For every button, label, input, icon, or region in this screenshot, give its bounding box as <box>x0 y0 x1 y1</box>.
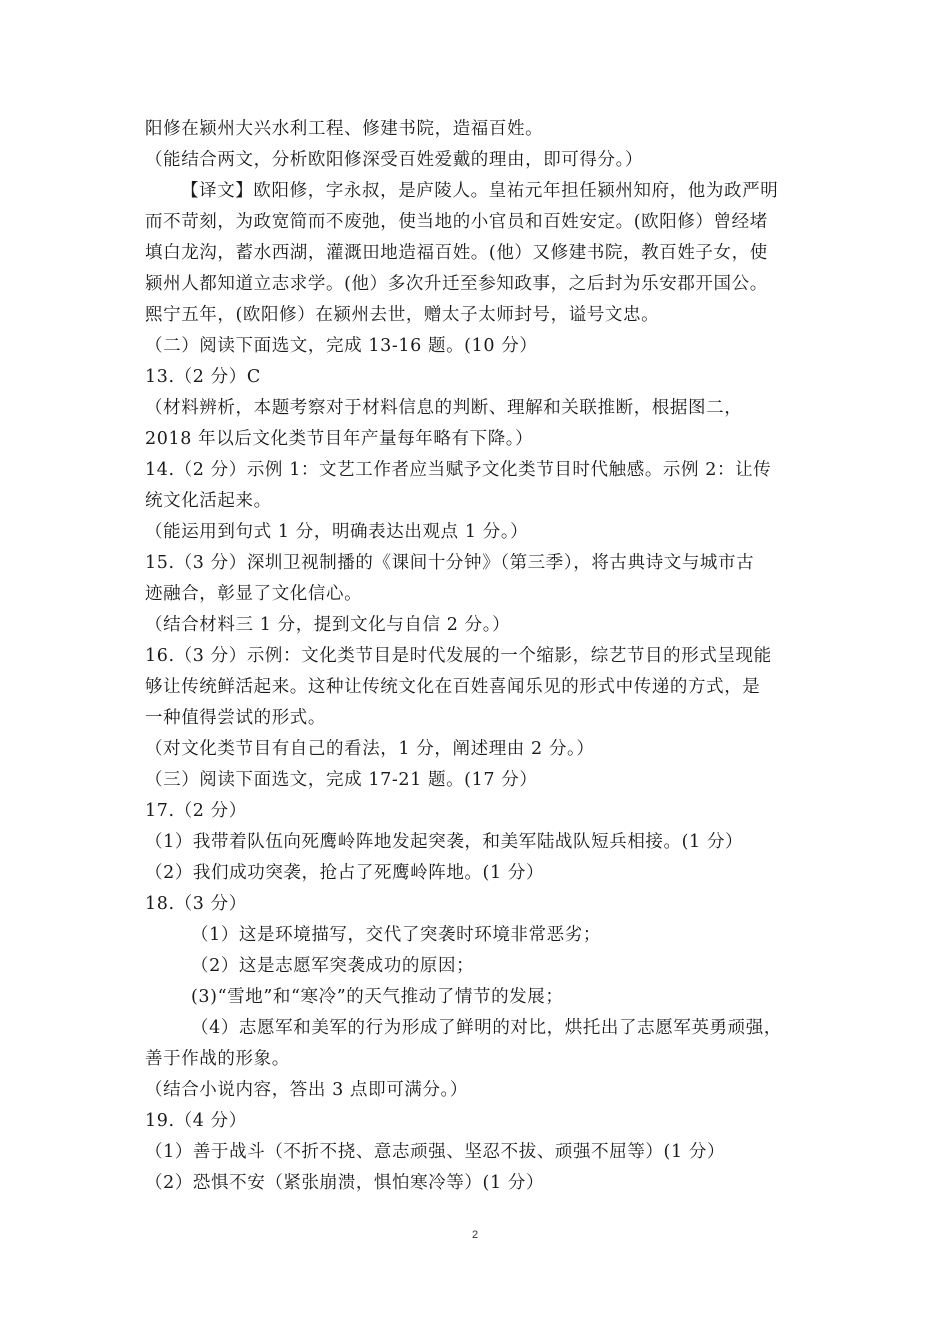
question-answer: 16.（3 分）示例：文化类节目是时代发展的一个缩影，综艺节目的形式呈现能 <box>145 646 772 666</box>
text-line: （2）我们成功突袭，抢占了死鹰岭阵地。(1 分） <box>145 863 545 883</box>
text-line: 阳修在颍州大兴水利工程、修建书院，造福百姓。 <box>145 119 544 139</box>
text-line: 填白龙沟，蓄水西湖，灌溉田地造福百姓。(他）又修建书院，教百姓子女，使 <box>145 243 768 263</box>
text-line: 一种值得尝试的形式。 <box>145 708 326 728</box>
text-line: （能结合两文，分析欧阳修深受百姓爱戴的理由，即可得分。） <box>145 150 644 170</box>
question-answer: 18.（3 分） <box>145 894 247 914</box>
text-line: （结合小说内容，答出 3 点即可满分。） <box>145 1080 469 1100</box>
text-line: （2）恐惧不安（紧张崩溃，惧怕寒冷等）(1 分） <box>145 1173 545 1193</box>
page-number: 2 <box>471 1229 479 1241</box>
text-line: 2018 年以后文化类节目年产量每年略有下降。） <box>145 429 534 449</box>
text-line: 善于作战的形象。 <box>145 1049 290 1069</box>
answer-text-body <box>145 114 810 1199</box>
text-line: （1）我带着队伍向死鹰岭阵地发起突袭，和美军陆战队短兵相接。(1 分） <box>145 832 744 852</box>
text-line: （材料辨析，本题考察对于材料信息的判断、理解和关联推断，根据图二， <box>145 398 743 418</box>
text-line: （4）志愿军和美军的行为形成了鲜明的对比，烘托出了志愿军英勇顽强， <box>191 1018 782 1038</box>
section-heading: （三）阅读下面选文，完成 17-21 题。(17 分） <box>145 770 538 790</box>
question-answer: 17.（2 分） <box>145 801 247 821</box>
text-line: （结合材料三 1 分，提到文化与自信 2 分。） <box>145 615 511 635</box>
section-heading: （二）阅读下面选文，完成 13-16 题。(10 分） <box>145 336 538 356</box>
question-answer: 15.（3 分）深圳卫视制播的《课间十分钟》（第三季），将古典诗文与城市古 <box>145 553 755 573</box>
question-answer: 13.（2 分）C <box>145 367 261 387</box>
text-line: 迹融合，彰显了文化信心。 <box>145 584 363 604</box>
text-line: （1）善于战斗（不折不挠、意志顽强、坚忍不拔、顽强不屈等）(1 分） <box>145 1142 726 1162</box>
text-line: 而不苛刻，为政宽简而不废弛，使当地的小官员和百姓安定。(欧阳修）曾经堵 <box>145 212 768 232</box>
text-line: (3)“雪地”和“寒冷”的天气推动了情节的发展； <box>191 987 564 1007</box>
question-answer: 19.（4 分） <box>145 1111 247 1131</box>
text-line: （1）这是环境描写，交代了突袭时环境非常恶劣； <box>191 925 601 945</box>
text-line: 够让传统鲜活起来。这种让传统文化在百姓喜闻乐见的形式中传递的方式，是 <box>145 677 761 697</box>
text-line: 熙宁五年，(欧阳修）在颍州去世，赠太子太师封号，谥号文忠。 <box>145 305 660 325</box>
translation-heading-line: 【译文】欧阳修，字永叔，是庐陵人。皇祐元年担任颍州知府，他为政严明 <box>181 181 779 201</box>
text-line: （2）这是志愿军突袭成功的原因； <box>191 956 475 976</box>
text-line: （能运用到句式 1 分，明确表达出观点 1 分。） <box>145 522 529 542</box>
question-answer: 14.（2 分）示例 1：文艺工作者应当赋予文化类节目时代触感。示例 2：让传 <box>145 460 772 480</box>
text-line: 统文化活起来。 <box>145 491 272 511</box>
text-line: （对文化类节目有自己的看法，1 分，阐述理由 2 分。） <box>145 739 595 759</box>
text-line: 颍州人都知道立志求学。(他）多次升迁至参知政事，之后封为乐安郡开国公。 <box>145 274 768 294</box>
